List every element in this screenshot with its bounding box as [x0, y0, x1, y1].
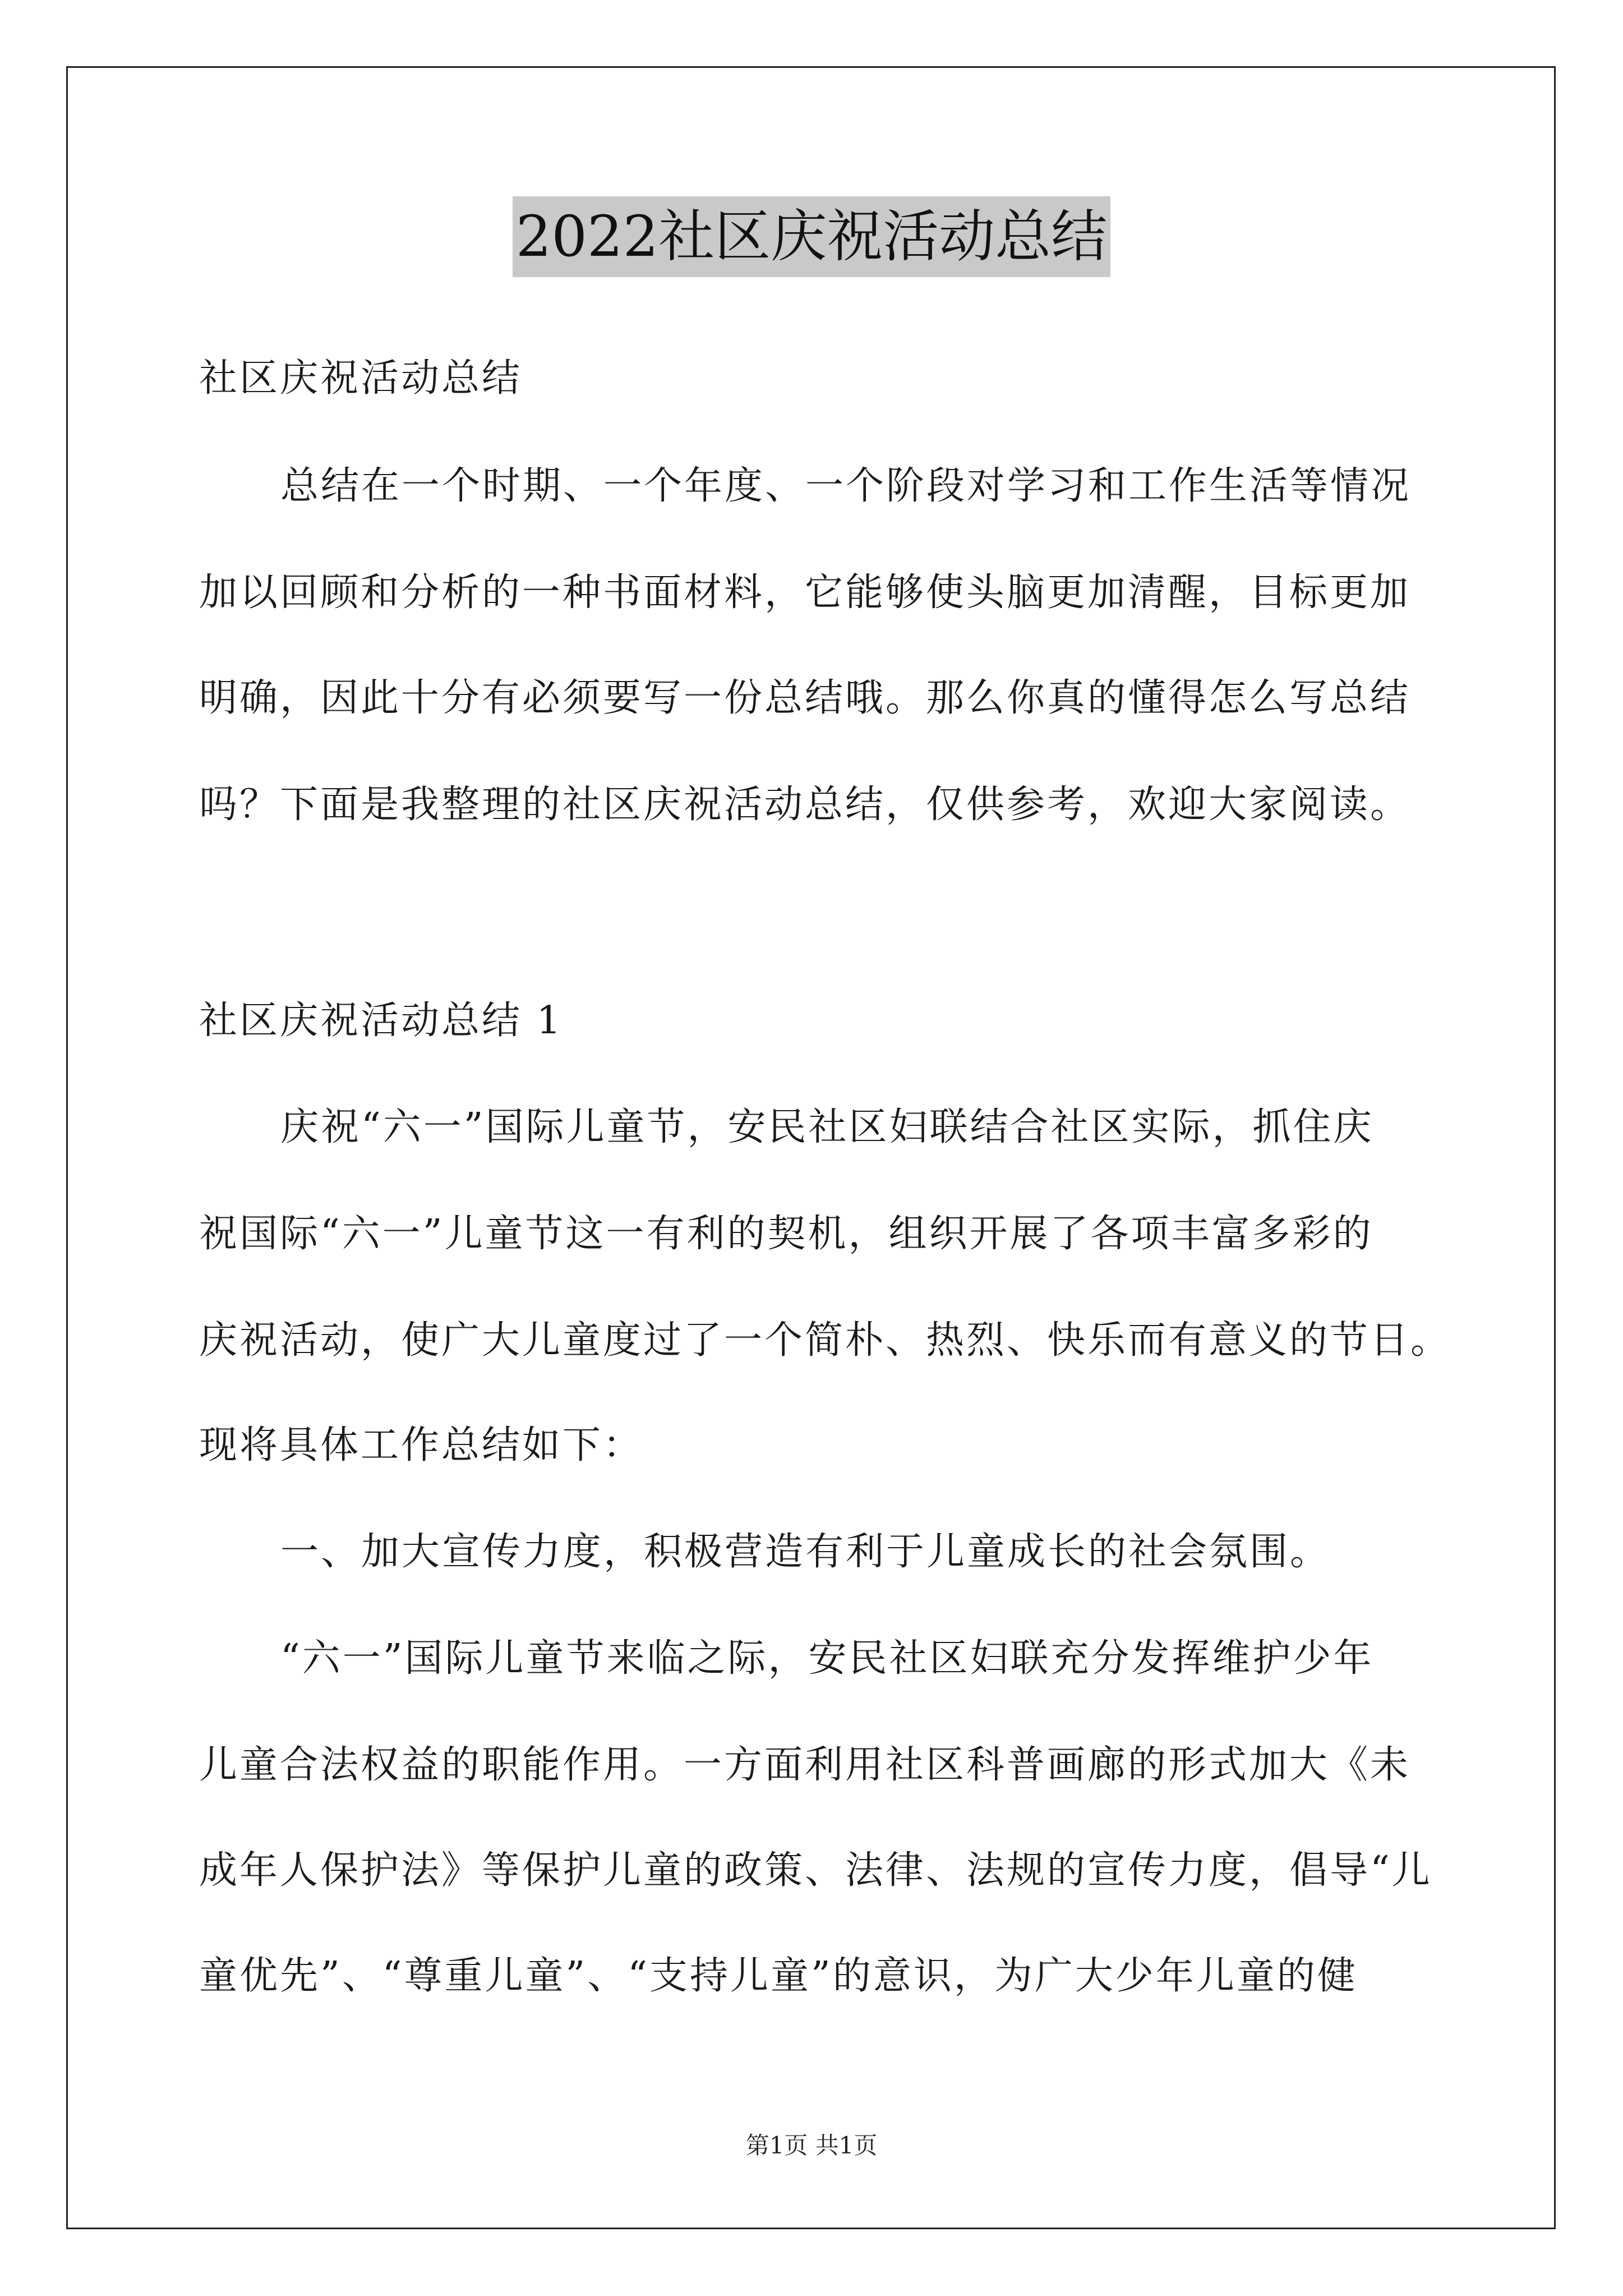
section-heading: 社区庆祝活动总结 1: [199, 999, 563, 1043]
para1-line-3: 庆祝活动，使广大儿童度过了一个简朴、热烈、快乐而有意义的节日。: [199, 1318, 1451, 1363]
intro-line-3: 明确，因此十分有必须要写一份总结哦。那么你真的懂得怎么写总结: [199, 676, 1411, 720]
para1-line-2: 祝国际“六一”儿童节这一有利的契机，组织开展了各项丰富多彩的: [199, 1212, 1373, 1256]
title-container: [0, 196, 1623, 277]
para2-line-3: 成年人保护法》等保护儿童的政策、法律、法规的宣传力度，倡导“儿: [199, 1848, 1432, 1893]
document-title: 2022社区庆祝活动总结: [513, 196, 1111, 277]
document-subtitle: 社区庆祝活动总结: [199, 356, 523, 401]
list-item-1: 一、加大宣传力度，积极营造有利于儿童成长的社会氛围。: [280, 1530, 1331, 1574]
para2-line-1: “六一”国际儿童节来临之际，安民社区妇联充分发挥维护少年: [280, 1636, 1374, 1681]
para1-line-4: 现将具体工作总结如下：: [199, 1423, 644, 1467]
intro-line-2: 加以回顾和分析的一种书面材料，它能够使头脑更加清醒，目标更加: [199, 570, 1411, 615]
para1-line-1: 庆祝“六一”国际儿童节，安民社区妇联结合社区实际，抓住庆: [280, 1105, 1374, 1149]
intro-line-4: 吗？下面是我整理的社区庆祝活动总结，仅供参考，欢迎大家阅读。: [199, 783, 1411, 827]
para2-line-2: 儿童合法权益的职能作用。一方面利用社区科普画廊的形式加大《未: [199, 1743, 1411, 1787]
intro-line-1: 总结在一个时期、一个年度、一个阶段对学习和工作生活等情况: [280, 464, 1412, 508]
page-footer: 第1页 共1页: [745, 2132, 878, 2159]
para2-line-4: 童优先”、“尊重儿童”、“支持儿童”的意识，为广大少年儿童的健: [199, 1954, 1358, 1998]
